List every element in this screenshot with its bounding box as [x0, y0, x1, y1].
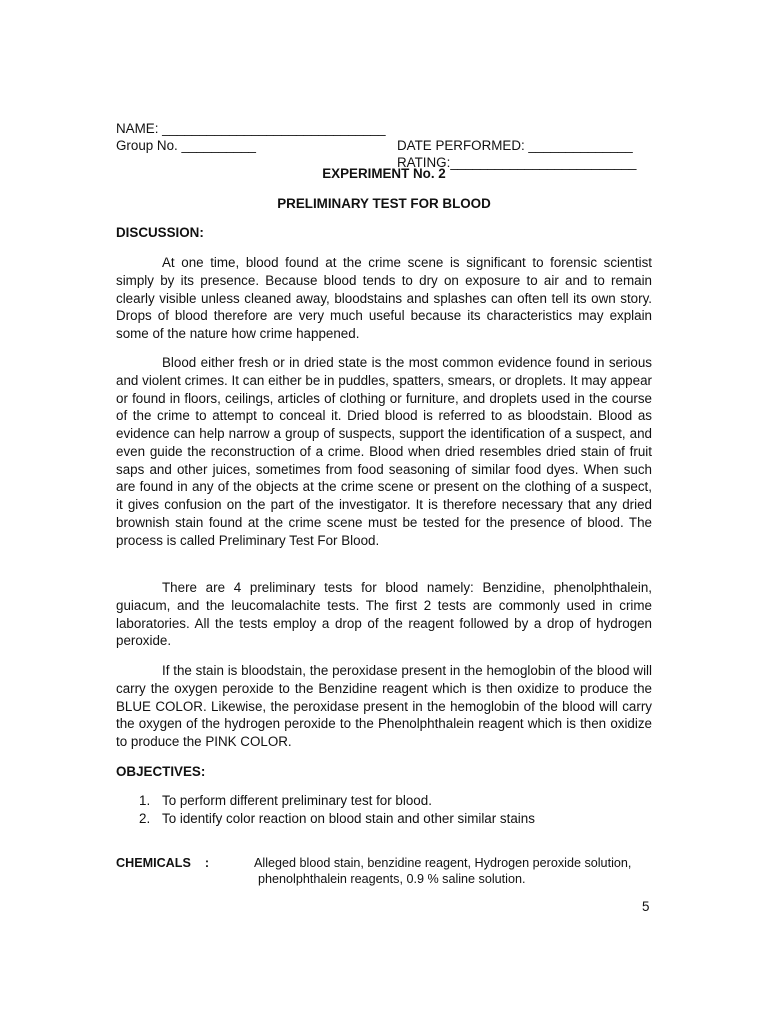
- experiment-subject: PRELIMINARY TEST FOR BLOOD: [277, 196, 491, 211]
- page-number: 5: [642, 899, 650, 914]
- objective-item: [116, 792, 652, 810]
- chemicals-line-2: phenolphthalein reagents, 0.9 % saline solution.: [258, 872, 526, 886]
- discussion-paragraph-3: There are 4 preliminary tests for blood namely: Benzidine, phenolphthalein, guiacum, and the leucomalachite tests. The first 2 tests are commonly used in crime laboratories. All the tests employ a drop of the reagent followed by a drop of hydrogen peroxide.: [116, 580, 652, 649]
- chemicals-line-1: Alleged blood stain, benzidine reagent, Hydrogen peroxide solution,: [254, 856, 632, 870]
- group-number-field: Group No. __________: [116, 138, 256, 153]
- rating-field: RATING:_________________________: [397, 155, 637, 170]
- name-field: NAME: ______________________________: [116, 121, 386, 136]
- discussion-heading: DISCUSSION:: [116, 225, 204, 240]
- discussion-paragraph-4: If the stain is bloodstain, the peroxidase present in the hemoglobin of the blood will carry the oxygen peroxide to the Benzidine reagent which is then oxidize to produce the BLUE COLOR. Likewise, the peroxidase present in the hemoglobin of the blood will carry the oxygen of the hydrogen peroxide to the Phenolphthalein reagent which is then oxidize to produce the PINK COLOR.: [116, 663, 652, 749]
- discussion-paragraph-1: At one time, blood found at the crime scene is significant to forensic scientist simply by its presence. Because blood tends to dry on exposure to air and to remain clearly visible unless cleaned away, bloodstains and splashes can often tell its own story. Drops of blood therefore are very much useful because its characteristics may explain some of the nature how crime happened.: [116, 255, 652, 341]
- objective-text: To identify color reaction on blood stain and other similar stains: [162, 811, 535, 826]
- document-page: [116, 0, 652, 1024]
- chemicals-list: [254, 855, 654, 887]
- chemicals-label: CHEMICALS :: [116, 856, 210, 870]
- objective-item: [116, 810, 652, 828]
- date-performed-field: DATE PERFORMED: ______________: [397, 138, 633, 153]
- objective-number: 2.: [139, 811, 151, 826]
- objectives-heading: OBJECTIVES:: [116, 764, 206, 779]
- experiment-title: EXPERIMENT No. 2: [322, 166, 446, 181]
- discussion-paragraph-2: Blood either fresh or in dried state is the most common evidence found in serious and violent crimes. It can either be in puddles, spatters, smears, or droplets. It may appear or found in floors, ceilings, articles of clothing or furniture, and droplets used in the course of the crime to attempt to conceal it. Dried blood is referred to as bloodstain. Blood as evidence can help narrow a group of suspects, support the identification of a suspect, and even guide the reconstruction of a crime. Blood when dried resembles dried stain of fruit saps and other juices, sometimes from food seasoning of similar food dyes. When such are found in any of the objects at the crime scene or present on the clothing of a suspect, it gives confusion on the part of the investigator. It is therefore necessary that any dried brownish stain found at the crime scene must be tested for the presence of blood. The process is called Preliminary Test For Blood.: [116, 355, 652, 548]
- objectives-list: [116, 792, 652, 828]
- objective-number: 1.: [139, 793, 151, 808]
- objective-text: To perform different preliminary test for blood.: [162, 793, 432, 808]
